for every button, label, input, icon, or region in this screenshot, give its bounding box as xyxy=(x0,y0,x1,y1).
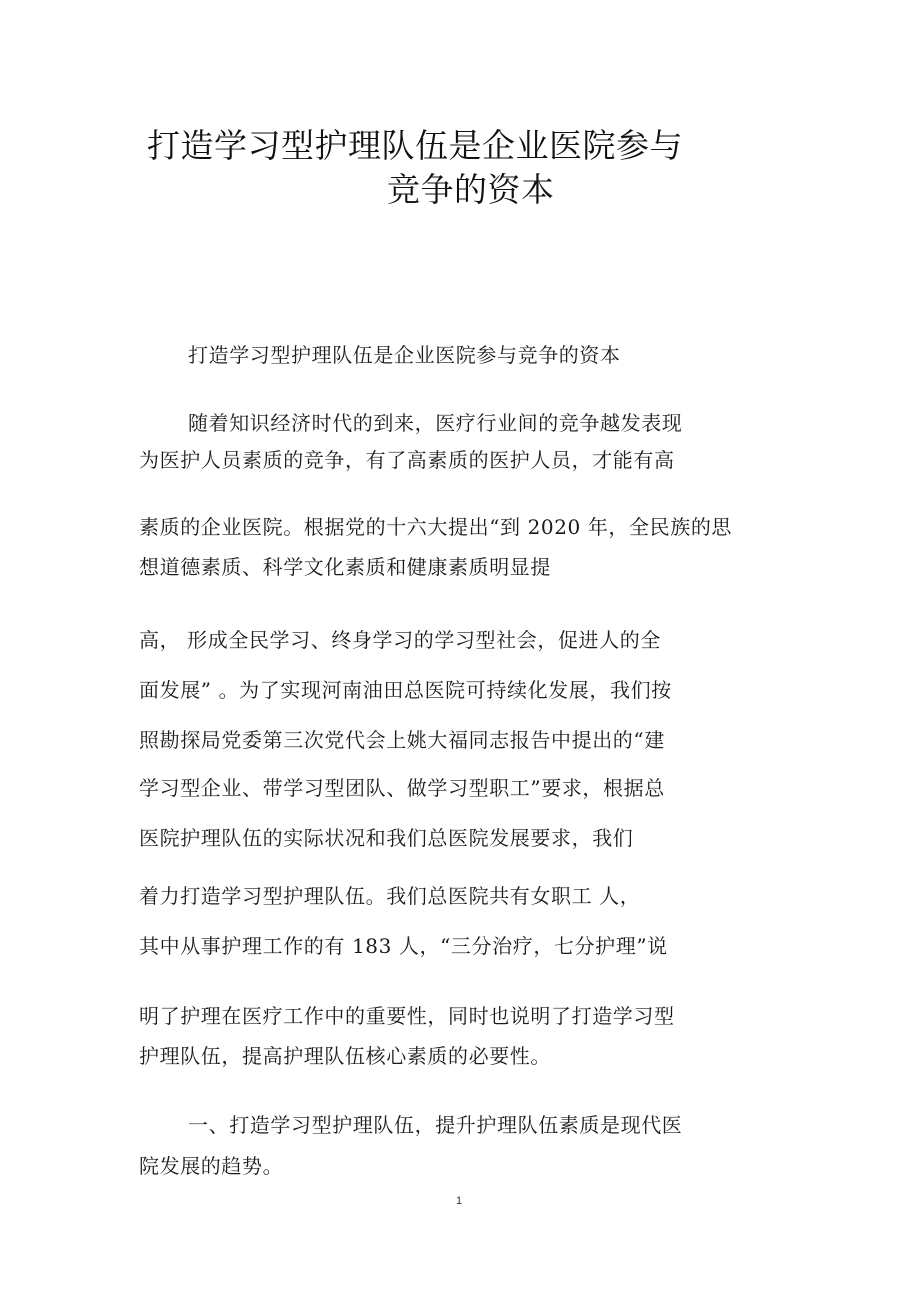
paragraph-line: 面发展” 。为了实现河南油田总医院可持续化发展，我们按 xyxy=(139,678,672,702)
paragraph-line: 高， 形成全民学习、终身学习的学习型社会，促进人的全 xyxy=(139,628,661,652)
section-heading-line: 院发展的趋势。 xyxy=(139,1154,284,1178)
document-title-line-2: 竞争的资本 xyxy=(387,170,555,209)
paragraph-line: 素质的企业医院。根据党的十六大提出“到 2020 年，全民族的思 xyxy=(139,515,733,539)
paragraph-line: 为医护人员素质的竞争，有了高素质的医护人员，才能有高 xyxy=(139,448,675,472)
paragraph-line: 医院护理队伍的实际状况和我们总医院发展要求，我们 xyxy=(139,826,634,850)
paragraph-line: 随着知识经济时代的到来，医疗行业间的竞争越发表现 xyxy=(188,411,683,435)
paragraph-line: 想道德素质、科学文化素质和健康素质明显提 xyxy=(139,555,551,579)
paragraph-line: 着力打造学习型护理队伍。我们总医院共有女职工 人， xyxy=(139,884,641,908)
document-title-line-1: 打造学习型护理队伍是企业医院参与 xyxy=(147,126,683,165)
page-number: 1 xyxy=(456,1195,463,1207)
paragraph-line: 护理队伍，提高护理队伍核心素质的必要性。 xyxy=(139,1044,551,1068)
paragraph-line: 其中从事护理工作的有 183 人，“三分治疗，七分护理”说 xyxy=(139,934,668,958)
paragraph-line: 照勘探局党委第三次党代会上姚大福同志报告中提出的“建 xyxy=(139,728,665,752)
paragraph-line: 明了护理在医疗工作中的重要性，同时也说明了打造学习型 xyxy=(139,1004,675,1028)
section-heading-line: 一、打造学习型护理队伍，提升护理队伍素质是现代医 xyxy=(188,1113,683,1137)
subtitle-line: 打造学习型护理队伍是企业医院参与竞争的资本 xyxy=(188,343,621,367)
paragraph-line: 学习型企业、带学习型团队、做学习型职工”要求，根据总 xyxy=(139,776,665,800)
